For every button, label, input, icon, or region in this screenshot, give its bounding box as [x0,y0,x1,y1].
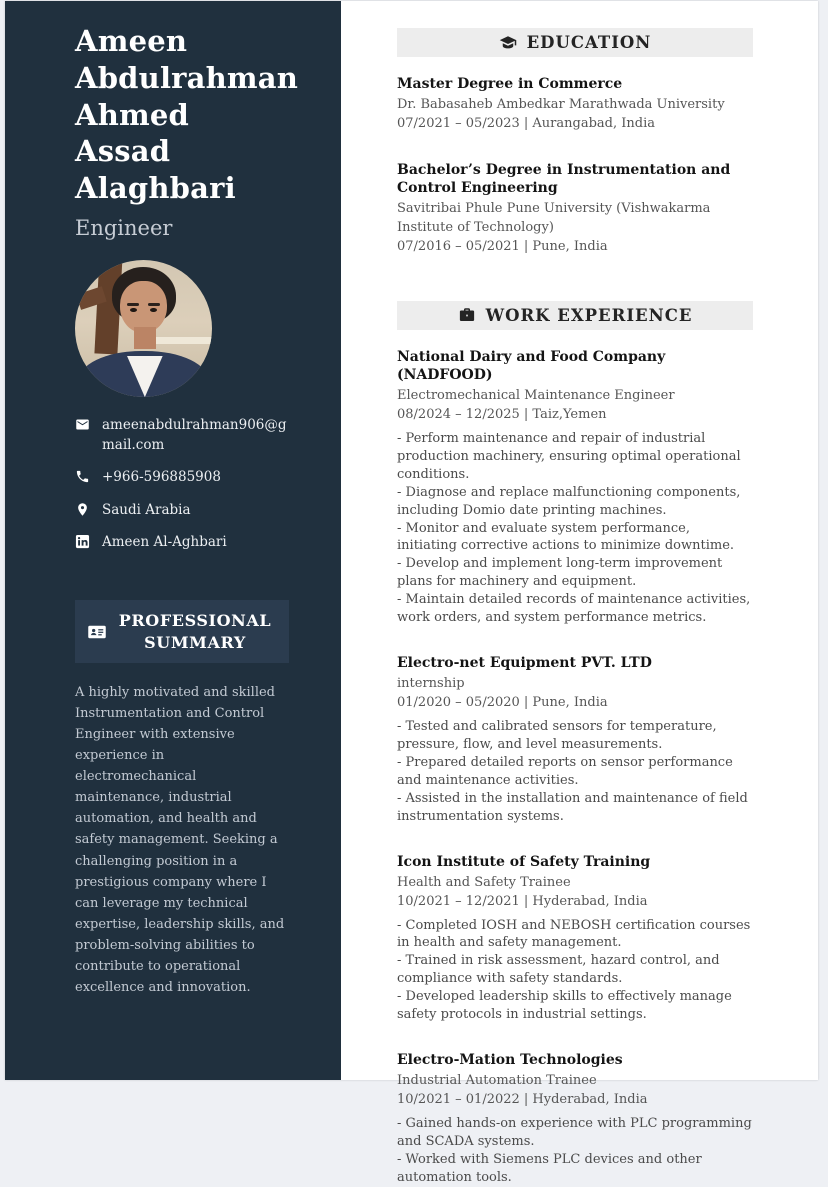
photo-eye-left [130,308,137,312]
work-entry [397,654,753,826]
degree-title: Bachelor’s Degree in Instrumentation and Control Engineering [397,161,731,197]
job-role: Health and Safety Trainee [397,874,571,890]
photo-brow-left [127,303,139,306]
id-card-icon [87,622,107,642]
professional-summary-text: A highly motivated and skilled Instrumentation and Control Engineer with extensive experience in electromechanical maintenance, industrial automation, and health and safety management. Seeking a challenging position in a prestigious company where I can leverage my technical expertise, leadership skills, and problem-solving abilities to contribute to operational excellence and innovation. [75,685,285,995]
main-column [341,1,818,1185]
job-role: Industrial Automation Trainee [397,1073,597,1089]
contact-linkedin-row [75,533,289,553]
education-date-location: 07/2021 – 05/2023 | Aurangabad, India [397,116,655,132]
work-bullet: - Monitor and evaluate system performance, initiating corrective actions to minimize downtime. [397,520,735,554]
contact-email-row [75,416,289,455]
work-bullet: - Maintain detailed records of maintenance activities, work orders, and system performance metrics. [397,592,751,626]
work-bullet: - Assisted in the installation and maintenance of field instrumentation systems. [397,790,748,824]
briefcase-icon [458,306,476,324]
map-pin-icon [75,502,90,517]
job-role: Electromechanical Maintenance Engineer [397,388,675,404]
contact-location-row [75,501,289,521]
work-date-location: 10/2021 – 12/2021 | Hyderabad, India [397,893,648,909]
sidebar [5,1,341,1080]
work-bullets [397,1115,753,1187]
work-bullets [397,917,753,1025]
work-bullets [397,430,753,627]
candidate-job-title: Engineer [75,216,173,241]
contact-linkedin: Ameen Al-Aghbari [102,534,227,551]
company-name: Icon Institute of Safety Training [397,853,651,870]
work-bullet: - Tested and calibrated sensors for temperature, pressure, flow, and level measurements. [397,719,717,752]
linkedin-icon [75,534,90,549]
contact-list [75,416,289,553]
professional-summary-header [75,600,289,663]
education-date-location: 07/2016 – 05/2021 | Pune, India [397,238,608,254]
envelope-icon [75,417,90,432]
resume-page [5,1,818,1185]
school-name: Dr. Babasaheb Ambedkar Marathwada University [397,97,725,113]
contact-phone-row [75,468,289,488]
education-entry [397,75,753,134]
photo-neck [134,327,156,349]
work-entry [397,1051,753,1187]
company-name: National Dairy and Food Company (NADFOOD) [397,348,666,383]
work-bullet: - Gained hands-on experience with PLC programming and SCADA systems. [397,1116,752,1149]
company-name: Electro-Mation Technologies [397,1052,623,1069]
photo-background-shelf [149,337,212,344]
photo-brow-right [148,303,160,306]
work-bullet: - Developed leadership skills to effectively manage safety protocols in industrial settings. [397,989,732,1023]
work-bullet: - Completed IOSH and NEBOSH certification courses in health and safety management. [397,917,751,951]
candidate-name: Ameen Abdulrahman Ahmed Assad Alaghbari [75,24,299,206]
work-bullet: - Worked with Siemens PLC devices and other automation tools. [397,1151,702,1185]
education-section-title: EDUCATION [526,33,652,52]
degree-title: Master Degree in Commerce [397,76,623,92]
company-name: Electro-net Equipment PVT. LTD [397,655,652,672]
work-bullet: - Develop and implement long-term improvement plans for machinery and equipment. [397,556,723,590]
work-entry [397,853,753,1025]
work-experience-section-header [397,301,753,330]
contact-email: ameenabdulrahman906@gmail.com [102,417,287,453]
work-bullets [397,718,753,826]
work-date-location: 10/2021 – 01/2022 | Hyderabad, India [397,1092,648,1108]
job-role: internship [397,676,465,692]
school-name: Savitribai Phule Pune University (Vishwakarma Institute of Technology) [397,201,711,236]
graduation-cap-icon [499,34,517,52]
work-bullet: - Trained in risk assessment, hazard control, and compliance with safety standards. [397,953,720,987]
work-bullet: - Prepared detailed reports on sensor performance and maintenance activities. [397,754,733,788]
education-section-header [397,28,753,57]
contact-location: Saudi Arabia [102,501,191,518]
photo-face [120,281,167,333]
work-experience-section-title: WORK EXPERIENCE [485,305,693,325]
work-date-location: 08/2024 – 12/2025 | Taiz,Yemen [397,407,607,422]
work-bullet: - Perform maintenance and repair of industrial production machinery, ensuring optimal operational conditions. [397,430,741,482]
profile-photo [75,260,212,397]
contact-phone: +966-596885908 [102,469,221,486]
education-entry [397,161,753,257]
phone-icon [75,469,90,484]
professional-summary-heading: PROFESSIONAL SUMMARY [118,610,272,652]
work-date-location: 01/2020 – 05/2020 | Pune, India [397,695,608,711]
work-entry [397,348,753,627]
work-bullet: - Diagnose and replace malfunctioning components, including Domio date printing machines. [397,484,741,518]
